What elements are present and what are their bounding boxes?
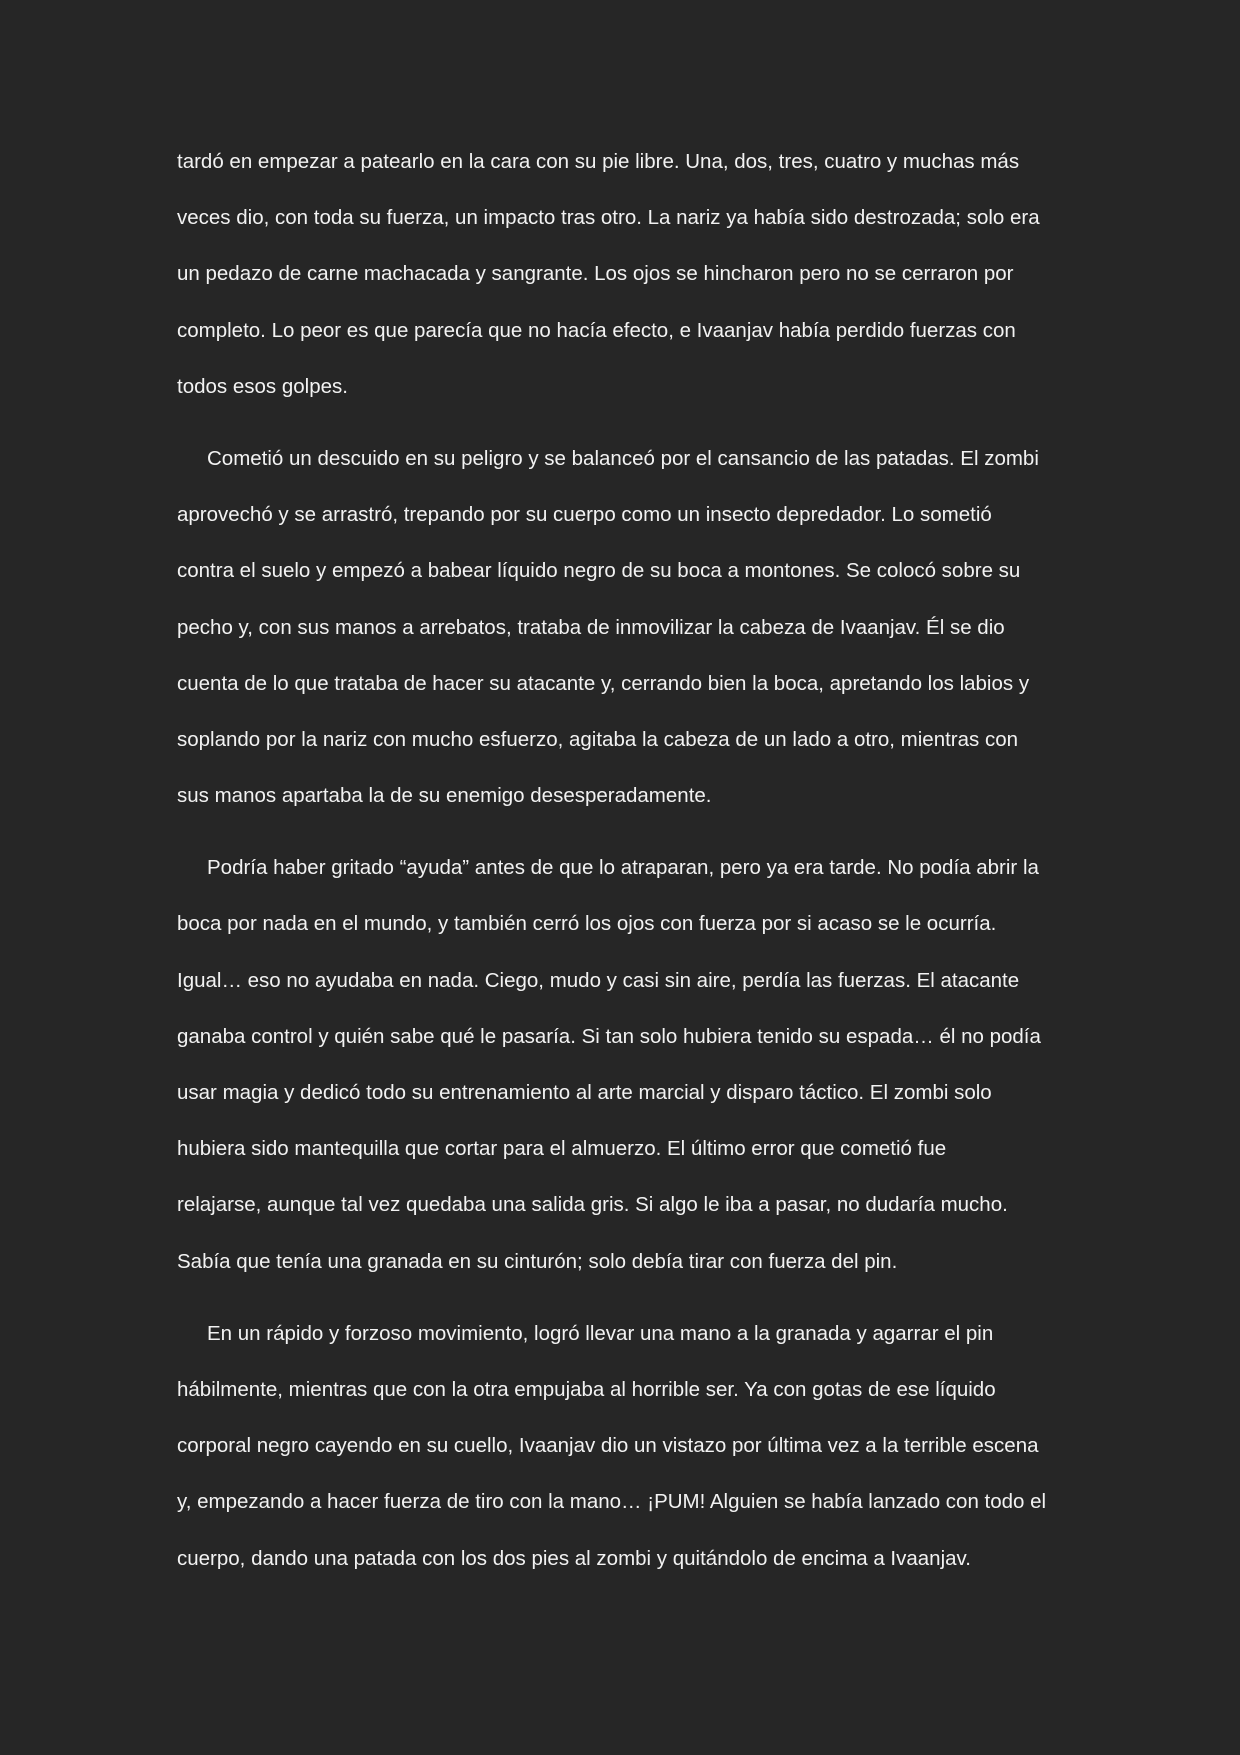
text-line: corporal negro cayendo en su cuello, Ivaanjav dio un vistazo por última vez a la terrible escena bbox=[177, 1434, 1039, 1458]
text-line: cuerpo, dando una patada con los dos pies al zombi y quitándolo de encima a Ivaanjav. bbox=[177, 1546, 971, 1570]
text-line: Sabía que tenía una granada en su cinturón; solo debía tirar con fuerza del pin. bbox=[177, 1249, 898, 1273]
text-line: un pedazo de carne machacada y sangrante. Los ojos se hincharon pero no se cerraron por bbox=[177, 262, 1014, 286]
text-line: veces dio, con toda su fuerza, un impacto tras otro. La nariz ya había sido destrozada; solo era bbox=[177, 206, 1040, 230]
text-line: cuenta de lo que trataba de hacer su atacante y, cerrando bien la boca, apretando los labios y bbox=[177, 671, 1030, 695]
text-line: boca por nada en el mundo, y también cerró los ojos con fuerza por si acaso se le ocurría. bbox=[177, 912, 997, 936]
text-line: todos esos golpes. bbox=[177, 374, 348, 398]
text-line: ganaba control y quién sabe qué le pasaría. Si tan solo hubiera tenido su espada… él no podía bbox=[177, 1024, 1041, 1048]
text-line: aprovechó y se arrastró, trepando por su cuerpo como un insecto depredador. Lo sometió bbox=[177, 503, 992, 527]
paragraph-3 bbox=[177, 840, 1067, 1290]
text-line: contra el suelo y empezó a babear líquido negro de su boca a montones. Se colocó sobre su bbox=[177, 559, 1021, 583]
text-line: Cometió un descuido en su peligro y se balanceó por el cansancio de las patadas. El zombi bbox=[207, 446, 1039, 470]
paragraph-spacing bbox=[177, 1290, 1067, 1306]
text-line: En un rápido y forzoso movimiento, logró llevar una mano a la granada y agarrar el pin bbox=[207, 1321, 994, 1345]
paragraph-spacing bbox=[177, 824, 1067, 840]
text-line: Igual… eso no ayudaba en nada. Ciego, mudo y casi sin aire, perdía las fuerzas. El atacante bbox=[177, 968, 1020, 992]
paragraph-4 bbox=[177, 1306, 1067, 1587]
paragraph-2 bbox=[177, 431, 1067, 824]
text-line: sus manos apartaba la de su enemigo desesperadamente. bbox=[177, 784, 712, 808]
paragraph-spacing bbox=[177, 415, 1067, 431]
text-line: usar magia y dedicó todo su entrenamiento al arte marcial y disparo táctico. El zombi solo bbox=[177, 1081, 992, 1104]
text-line: hubiera sido mantequilla que cortar para el almuerzo. El último error que cometió fue bbox=[177, 1137, 947, 1161]
text-line: pecho y, con sus manos a arrebatos, trataba de inmovilizar la cabeza de Ivaanjav. Él se dio bbox=[177, 615, 1005, 639]
text-line: y, empezando a hacer fuerza de tiro con la mano… ¡PUM! Alguien se había lanzado con todo el bbox=[177, 1490, 1047, 1514]
paragraph-1 bbox=[177, 134, 1067, 415]
text-line: tardó en empezar a patearlo en la cara con su pie libre. Una, dos, tres, cuatro y muchas más bbox=[177, 150, 1020, 173]
text-line: Podría haber gritado “ayuda” antes de que lo atraparan, pero ya era tarde. No podía abrir la bbox=[207, 856, 1039, 880]
document-body bbox=[177, 134, 1067, 1587]
text-line: hábilmente, mientras que con la otra empujaba al horrible ser. Ya con gotas de ese líquido bbox=[177, 1377, 996, 1401]
text-line: relajarse, aunque tal vez quedaba una salida gris. Si algo le iba a pasar, no dudaría mucho. bbox=[177, 1193, 1008, 1217]
text-line: soplando por la nariz con mucho esfuerzo, agitaba la cabeza de un lado a otro, mientras con bbox=[177, 727, 1019, 751]
text-line: completo. Lo peor es que parecía que no hacía efecto, e Ivaanjav había perdido fuerzas con bbox=[177, 318, 1016, 342]
